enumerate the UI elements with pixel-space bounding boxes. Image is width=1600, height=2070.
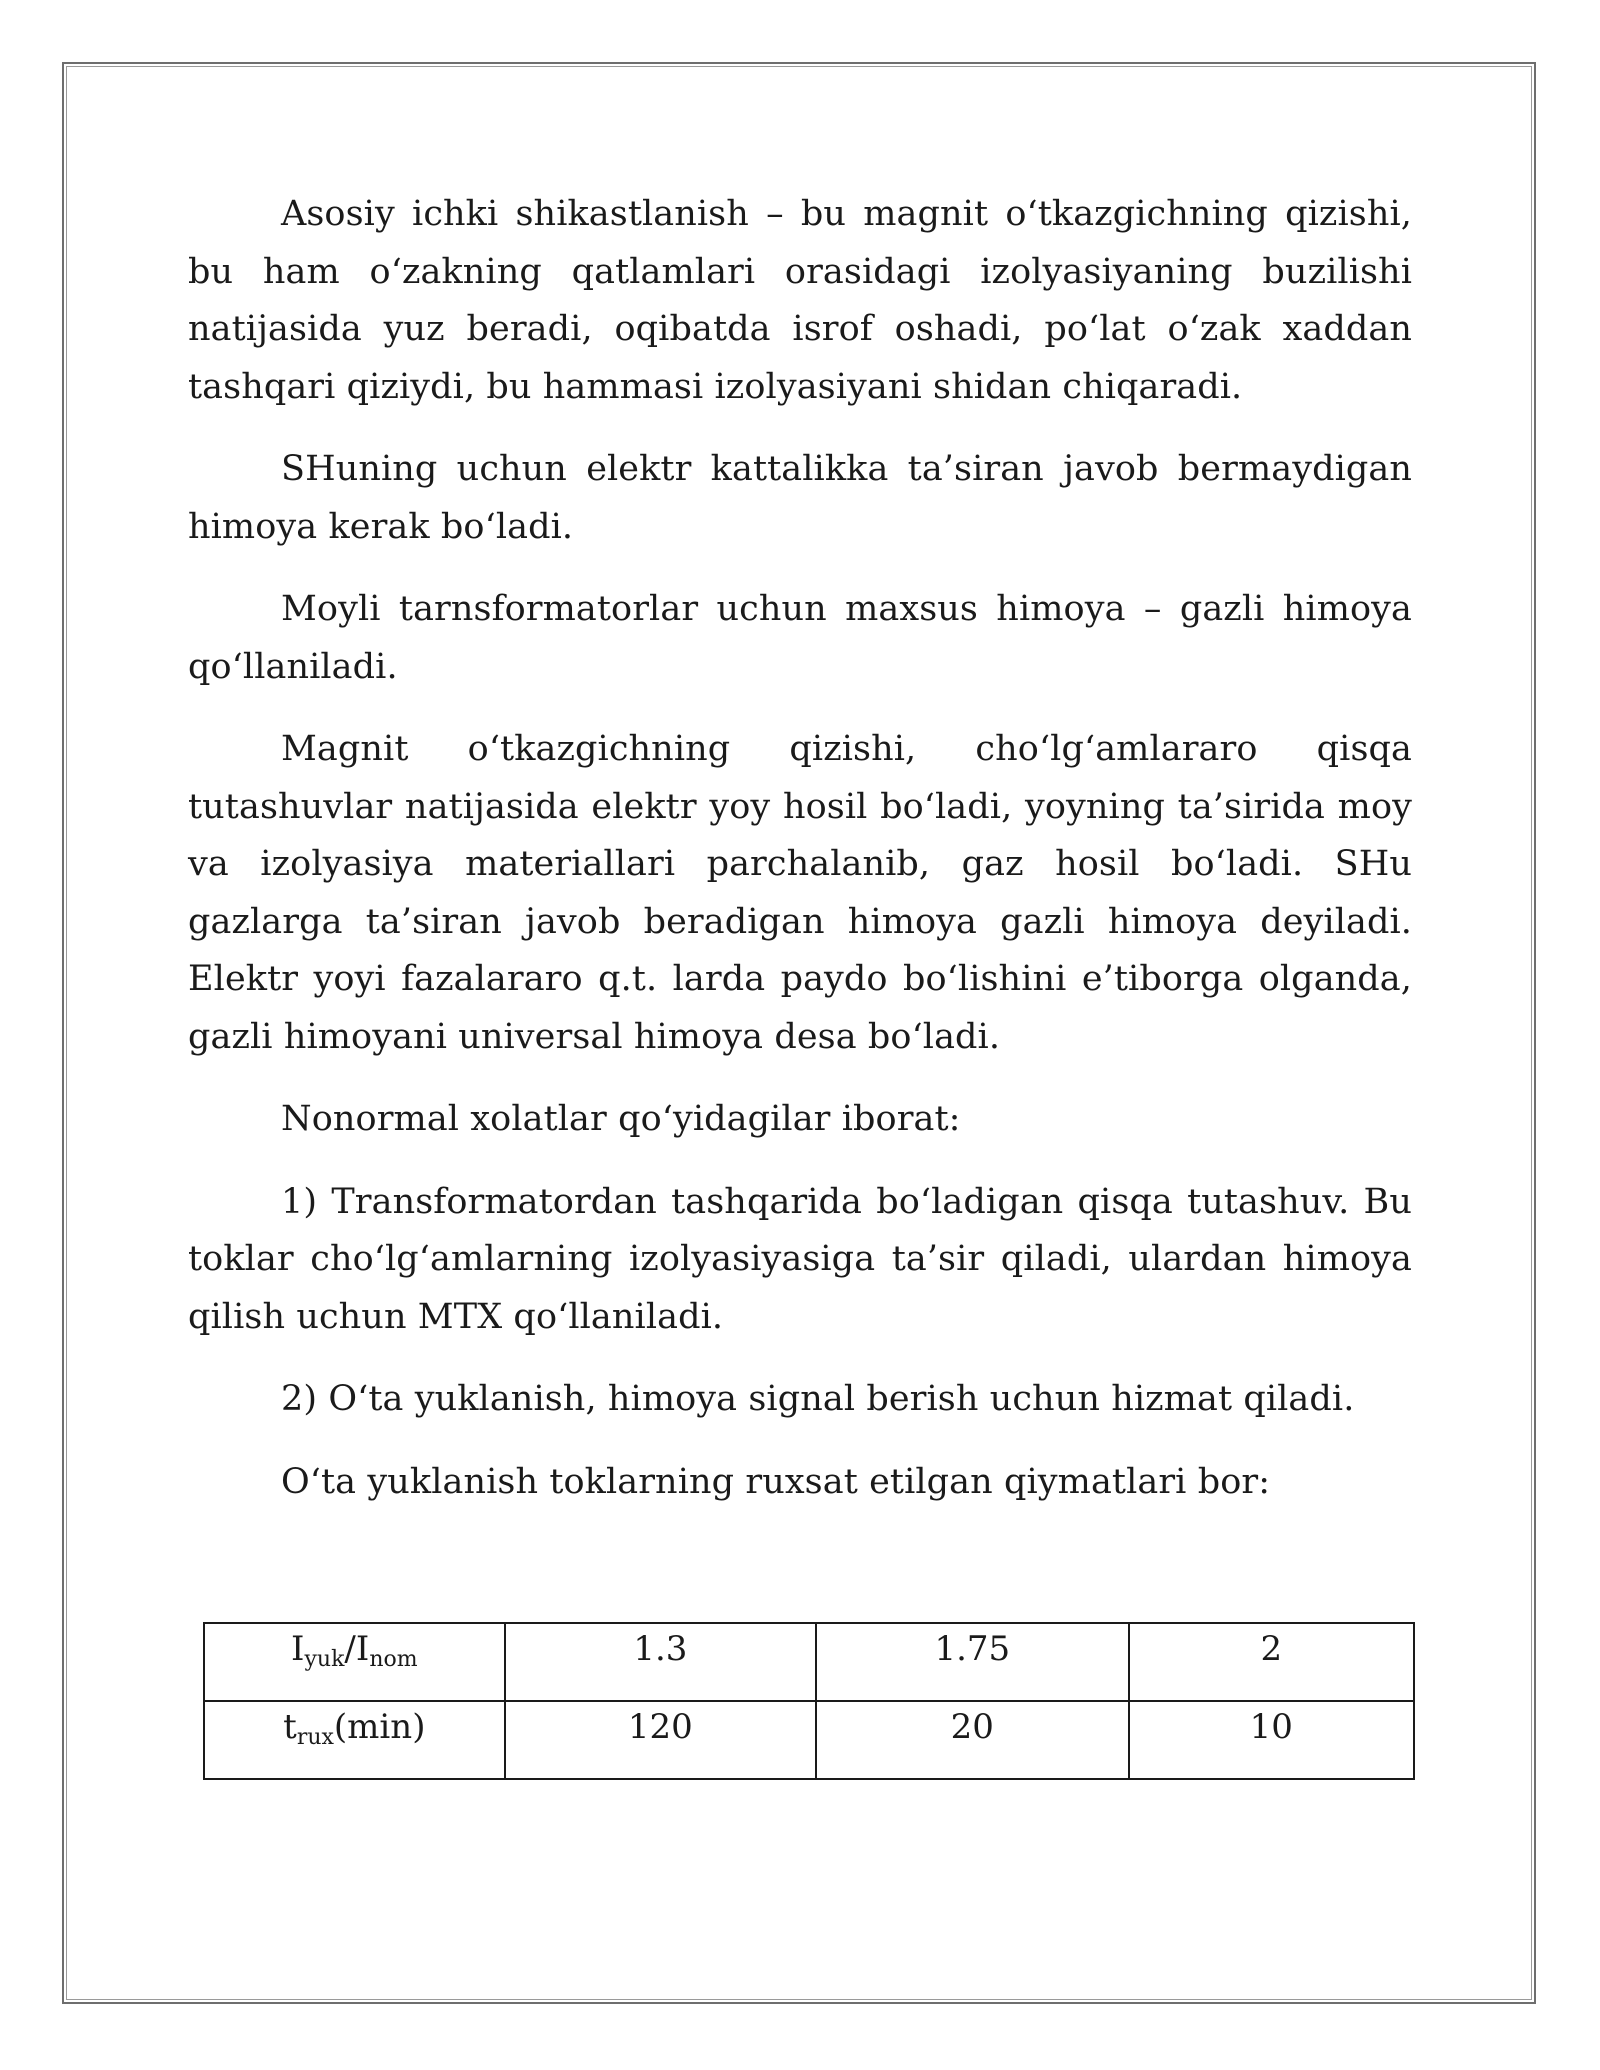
paragraph-arc-gas: Magnit o‘tkazgichning qizishi, cho‘lg‘amlararo qisqa tutashuvlar natijasida elektr yoy hosil bo‘ladi, yoyning ta’sirida moy va izolyasiya materiallari parchalanib, gaz hosil bo‘ladi. SHu gazlarga ta’siran javob beradigan himoya gazli himoya deyiladi. Elektr yoyi fazalararo q.t. larda paydo bo‘lishini e’tiborga olganda, gazli himoyani universal himoya desa bo‘ladi. (188, 729, 1412, 1057)
paragraph-protection-need: SHuning uchun elektr kattalikka ta’siran javob bermaydigan himoya kerak bo‘ladi. (188, 449, 1412, 547)
paragraph-abnormal-modes: Nonormal xolatlar qo‘yidagilar iborat: (281, 1099, 961, 1139)
label-unit: (min) (333, 1707, 426, 1747)
label-separator: /I (344, 1629, 370, 1669)
table-cell: 1.75 (816, 1623, 1128, 1701)
table-cell: 20 (816, 1701, 1128, 1779)
paragraph-external-short-circuit: 1) Transformatordan tashqarida bo‘ladigan qisqa tutashuv. Bu toklar cho‘lg‘amlarning izolyasiyasiga ta’sir qiladi, ulardan himoya qilish uchun MTX qo‘llaniladi. (188, 1181, 1412, 1337)
paragraph-core-damage: Asosiy ichki shikastlanish – bu magnit o‘tkazgichning qizishi, bu ham o‘zakning qatlamlari orasidagi izolyasiyaning buzilishi natijasida yuz beradi, oqibatda isrof oshadi, po‘lat o‘zak xaddan tashqari qiziydi, bu hammasi izolyasiyani shidan chiqaradi. (188, 194, 1412, 407)
label-i: I (291, 1629, 305, 1669)
label-sub-rux: rux (296, 1725, 334, 1750)
document-body (188, 186, 1412, 1536)
overload-table (203, 1622, 1415, 1780)
paragraph-gas-protection: Moyli tarnsformatorlar uchun maxsus himoya – gazli himoya qo‘llaniladi. (188, 589, 1412, 687)
table-cell: 120 (505, 1701, 816, 1779)
table-row-allowed-time (204, 1701, 1414, 1779)
table-cell: 10 (1129, 1701, 1414, 1779)
table-cell: 2 (1129, 1623, 1414, 1701)
table-cell-time-label (204, 1701, 505, 1779)
table-cell: 1.3 (505, 1623, 816, 1701)
table-cell-ratio-label (204, 1623, 505, 1701)
paragraph-overload-values: O‘ta yuklanish toklarning ruxsat etilgan qiymatlari bor: (281, 1461, 1271, 1502)
paragraph-overload: 2) O‘ta yuklanish, himoya signal berish uchun hizmat qiladi. (281, 1379, 1355, 1419)
table-row-current-ratio (204, 1623, 1414, 1701)
label-sub-nom: nom (369, 1647, 418, 1672)
label-t: t (283, 1707, 297, 1747)
label-sub-yuk: yuk (304, 1647, 345, 1672)
